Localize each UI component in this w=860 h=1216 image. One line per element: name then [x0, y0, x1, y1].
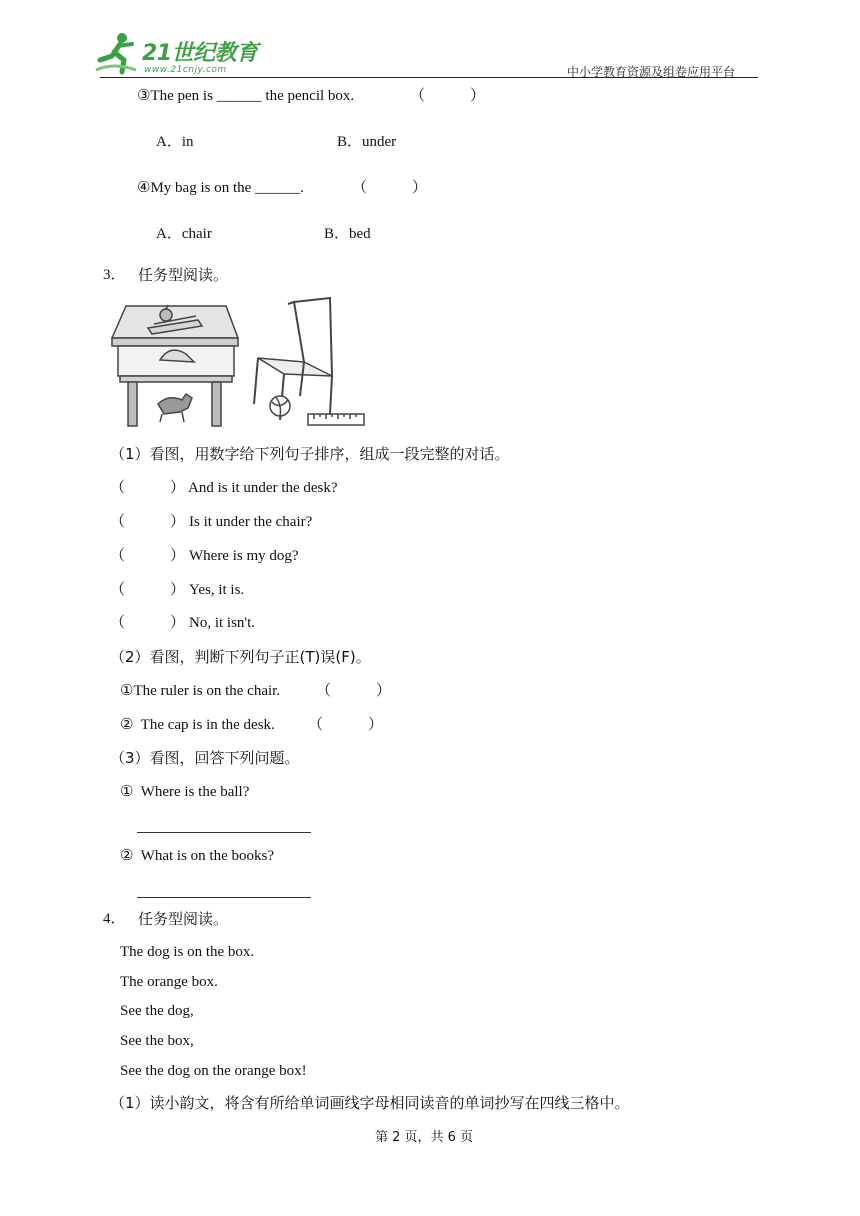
order-sentence-2: Is it under the chair?	[189, 514, 313, 530]
question-3-title: 任务型阅读。	[138, 266, 229, 284]
header-divider	[100, 77, 758, 78]
page-number: 第 2 页，共 6 页	[375, 1130, 474, 1145]
part-3-instruction: （3）看图，回答下列问题。	[110, 749, 300, 767]
question-4-number: 4．	[103, 911, 126, 927]
question-3-number: 3．	[103, 267, 126, 283]
option-a: A．chair	[156, 226, 212, 242]
platform-name: 中小学教育资源及组卷应用平台	[567, 65, 736, 79]
order-paren-2[interactable]: （ ）	[110, 514, 186, 530]
site-logo	[92, 30, 262, 80]
part-2-instruction: （2）看图，判断下列句子正(T)误(F)。	[110, 648, 371, 666]
tf-sentence-1: ①The ruler is on the chair.	[120, 683, 281, 699]
order-paren-1[interactable]: （ ）	[110, 480, 186, 496]
tf-sentence-2: ② The cap is in the desk.	[120, 717, 275, 733]
poem-line: The dog is on the box.	[120, 944, 255, 960]
answer-line-1[interactable]	[137, 832, 311, 833]
desk-chair-illustration	[108, 296, 370, 432]
answer-paren[interactable]: （ ）	[352, 180, 428, 196]
logo-url: www.21cnjy.com	[144, 65, 227, 75]
poem-line: See the dog on the orange box!	[120, 1063, 307, 1079]
order-sentence-4: Yes, it is.	[189, 582, 245, 598]
poem-line: See the dog,	[120, 1003, 194, 1019]
question-2-4: ④My bag is on the ______.	[137, 180, 304, 196]
poem-line: See the box,	[120, 1033, 194, 1049]
answer-paren[interactable]: （ ）	[410, 88, 486, 104]
option-a: A．in	[156, 134, 194, 150]
order-sentence-3: Where is my dog?	[189, 548, 299, 564]
tf-paren-1[interactable]: （ ）	[316, 683, 392, 699]
order-paren-5[interactable]: （ ）	[110, 615, 186, 631]
option-b: B．bed	[324, 226, 371, 242]
option-b: B．under	[337, 134, 397, 150]
runner-icon	[92, 30, 142, 76]
order-paren-3[interactable]: （ ）	[110, 548, 186, 564]
order-sentence-1: And is it under the desk?	[188, 480, 338, 496]
qa-question-2: ② What is on the books?	[120, 848, 274, 864]
poem-line: The orange box.	[120, 974, 218, 990]
question-4-title: 任务型阅读。	[138, 910, 229, 928]
order-sentence-5: No, it isn't.	[189, 615, 256, 631]
question-2-3: ③The pen is ______ the pencil box.	[137, 88, 355, 104]
qa-question-1: ① Where is the ball?	[120, 784, 250, 800]
answer-line-2[interactable]	[137, 897, 311, 898]
logo-text: 21世纪教育	[142, 41, 258, 66]
tf-paren-2[interactable]: （ ）	[308, 717, 384, 733]
order-paren-4[interactable]: （ ）	[110, 582, 186, 598]
q4-part-1-instruction: （1）读小韵文，将含有所给单词画线字母相同读音的单词抄写在四线三格中。	[110, 1094, 630, 1112]
part-1-instruction: （1）看图，用数字给下列句子排序，组成一段完整的对话。	[110, 445, 510, 463]
